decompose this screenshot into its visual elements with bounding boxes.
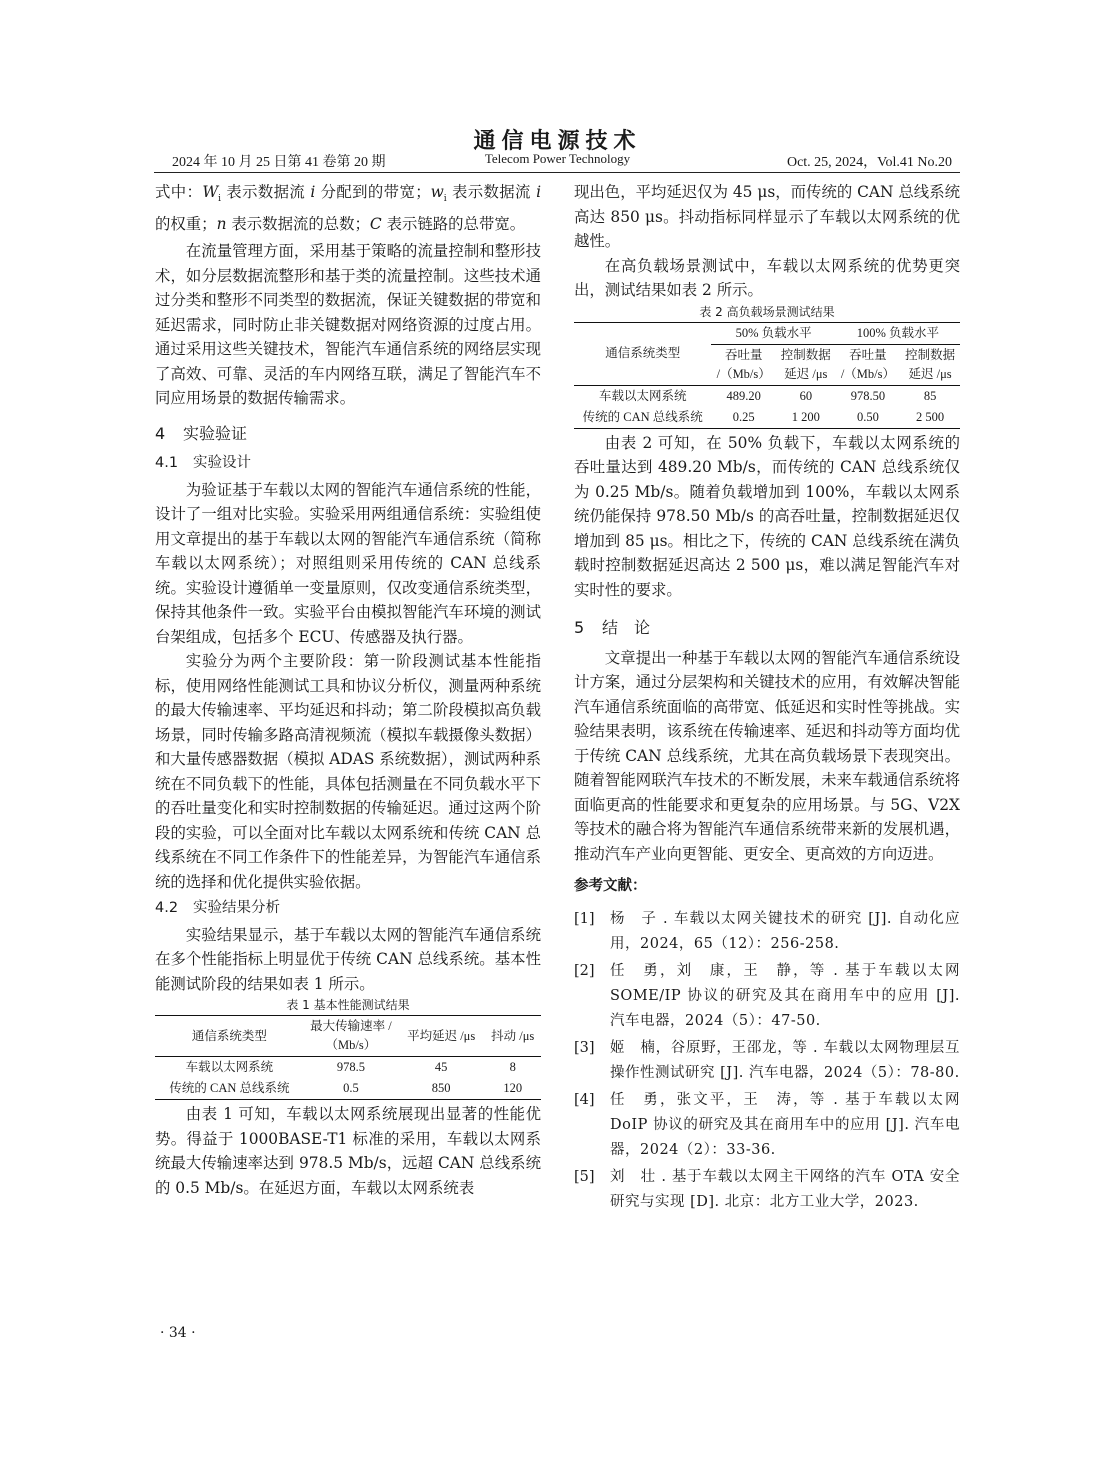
section-4-2-heading: 4.2 实验结果分析 bbox=[155, 900, 280, 917]
table-cell: 传统的 CAN 总线系统 bbox=[574, 407, 711, 429]
section-4-1-heading: 4.1 实验设计 bbox=[155, 455, 251, 472]
table-row bbox=[574, 407, 960, 429]
table-cell: 1 200 bbox=[776, 407, 836, 429]
paragraph-high-load-intro: 在高负载场景测试中，车载以太网系统的优势更突出，测试结果如表 2 所示。 bbox=[574, 256, 960, 299]
table-header-row bbox=[155, 1016, 541, 1057]
table-header-cell: 平均延迟 /μs bbox=[398, 1016, 485, 1057]
reference-item: [1] 杨 子 . 车载以太网关键技术的研究 [J]. 自动化应用，2024，65（12）：256-258. bbox=[574, 910, 960, 952]
table-cell: 传统的 CAN 总线系统 bbox=[155, 1078, 304, 1100]
table-cell: 978.50 bbox=[850, 388, 886, 403]
table-cell: 45 bbox=[398, 1057, 485, 1079]
paragraph-experiment-stages: 实验分为两个主要阶段：第一阶段测试基本性能指标，使用网络性能测试工具和协议分析仪，测量两种系统的最大传输速率、平均延迟和抖动；第二阶段模拟高负载场景，同时传输多路高清视频流（模拟车载摄像头数据）和大量传感器数据（模拟 ADAS 系统数据），测试两种系统在不同负载下的性能，具体包括测量在不同负载水平下的吞吐量变化和实时控制数据的传输延迟。通过这两个阶段的实验，可以全面对比车载以太网系统和传统 CAN 总线系统在不同工作条件下的性能差异，为智能汽车通信系统的选择和优化提供实验依据。 bbox=[155, 652, 541, 891]
issue-date-cn: 2024 年 10 月 25 日第 41 卷第 20 期 bbox=[172, 155, 386, 170]
table-cell: 60 bbox=[799, 388, 813, 403]
right-column bbox=[574, 180, 960, 1217]
table-cell: 0.5 bbox=[304, 1078, 398, 1100]
section-5-heading: 5 结 论 bbox=[574, 618, 651, 637]
journal-english-name: Telecom Power Technology bbox=[484, 151, 631, 166]
table-cell: 8 bbox=[484, 1057, 541, 1079]
journal-title: 通信电源技术 bbox=[473, 128, 642, 154]
references-list bbox=[574, 907, 960, 1215]
reference-item: [5] 刘 壮 . 基于车载以太网主干网络的汽车 OTA 安全研究与实现 [D]. 北京：北方工业大学，2023. bbox=[574, 1168, 960, 1210]
table-group-header: 100% 负载水平 bbox=[836, 322, 960, 344]
paragraph-conclusion: 文章提出一种基于车载以太网的智能汽车通信系统设计方案，通过分层架构和关键技术的应用，有效解决智能汽车通信系统面临的高带宽、低延迟和实时性等挑战。实验结果表明，该系统在传输速率、延迟和抖动等方面均优于传统 CAN 总线系统，尤其在高负载场景下表现突出。随着智能网联汽车技术的不断发展，未来车载通信系统将面临更高的性能要求和更复杂的应用场景。与 5G、V2X 等技术的融合将为智能汽车通信系统带来新的发展机遇，推动汽车产业向更智能、更安全、更高效的方向迈进。 bbox=[574, 648, 960, 863]
table-header-cell: 控制数据 延迟 /μs bbox=[776, 344, 836, 385]
table-cell: 85 bbox=[923, 388, 937, 403]
table-1-caption: 表 1 基本性能测试结果 bbox=[286, 998, 410, 1013]
paragraph-experiment-design: 为验证基于车载以太网的智能汽车通信系统的性能，设计了一组对比实验。实验采用两组通信系统：实验组使用文章提出的基于车载以太网的智能汽车通信系统（简称车载以太网系统）；对照组则采用传统的 CAN 总线系统。实验设计遵循单一变量原则，仅改变通信系统类型，保持其他条件一致。实验平台由模拟智能汽车环境的测试台架组成，包括多个 ECU、传感器及执行器。 bbox=[155, 480, 541, 646]
paragraph-results-intro: 实验结果显示，基于车载以太网的智能汽车通信系统在多个性能指标上明显优于传统 CAN 总线系统。基本性能测试阶段的结果如表 1 所示。 bbox=[155, 925, 541, 993]
formula-explanation: 式中：$W_i$ 表示数据流 i 分配到的带宽；$w_i$ 表示数据流 i 的权重；n 表示数据流的总数；C 表示链路的总带宽。 bbox=[155, 183, 541, 233]
reference-item: [4] 任 勇，张文平，王 涛，等 . 基于车载以太网 DoIP 协议的研究及其在商用车中的应用 [J]. 汽车电器，2024（2）：33-36. bbox=[574, 1091, 960, 1158]
table-cell: 978.5 bbox=[304, 1057, 398, 1079]
table-header-cell: 吞吐量 /（Mb/s） bbox=[836, 344, 900, 385]
table-header-cell: 通信系统类型 bbox=[155, 1016, 304, 1057]
paragraph-table-1-analysis: 由表 1 可知，车载以太网系统展现出显著的性能优势。得益于 1000BASE-T1 标准的采用，车载以太网系统最大传输速率达到 978.5 Mb/s，远超 CAN 总线系统的 0.5 Mb/s。在延迟方面，车载以太网系统表 bbox=[155, 1105, 541, 1197]
section-4-heading: 4 实验验证 bbox=[155, 423, 248, 443]
references-heading: 参考文献： bbox=[574, 878, 647, 894]
table-cell: 0.50 bbox=[836, 407, 900, 429]
issue-date-en: Oct. 25, 2024，Vol.41 No.20 bbox=[786, 155, 952, 170]
table-1 bbox=[155, 1015, 541, 1100]
table-row bbox=[574, 385, 960, 407]
table-header-cell: 控制数据 延迟 /μs bbox=[900, 344, 960, 385]
table-cell: 120 bbox=[484, 1078, 541, 1100]
header-rule bbox=[154, 172, 960, 173]
table-header-row bbox=[574, 322, 960, 344]
table-2 bbox=[574, 322, 960, 429]
table-header-cell: 抖动 /μs bbox=[484, 1016, 541, 1057]
table-row bbox=[155, 1057, 541, 1079]
table-cell: 车载以太网系统 bbox=[598, 388, 687, 403]
reference-item: [3] 姬 楠，谷原野，王邵龙，等 . 车载以太网物理层互操作性测试研究 [J]. 汽车电器，2024（5）：78-80. bbox=[574, 1039, 960, 1081]
table-header-cell: 通信系统类型 bbox=[574, 322, 711, 385]
table-cell: 489.20 bbox=[726, 388, 761, 403]
table-header-cell: 吞吐量 /（Mb/s） bbox=[711, 344, 775, 385]
table-cell: 0.25 bbox=[711, 407, 775, 429]
page-number: · 34 · bbox=[160, 1325, 196, 1341]
table-2-caption: 表 2 高负载场景测试结果 bbox=[699, 304, 835, 319]
table-header-cell: 最大传输速率 /（Mb/s） bbox=[304, 1016, 398, 1057]
paragraph-traffic-management: 在流量管理方面，采用基于策略的流量控制和整形技术，如分层数据流整形和基于类的流量控制。这些技术通过分类和整形不同类型的数据流，保证关键数据的带宽和延迟需求，同时防止非关键数据对网络资源的过度占用。通过采用这些关键技术，智能汽车通信系统的网络层实现了高效、可靠、灵活的车内网络互联，满足了智能汽车不同应用场景的数据传输需求。 bbox=[155, 242, 541, 408]
table-cell: 车载以太网系统 bbox=[155, 1057, 304, 1079]
paragraph-continuation: 现出色，平均延迟仅为 45 μs，而传统的 CAN 总线系统高达 850 μs。抖动指标同样显示了车载以太网系统的优越性。 bbox=[574, 183, 960, 250]
table-cell: 2 500 bbox=[900, 407, 960, 429]
reference-item: [2] 任 勇，刘 康，王 静，等 . 基于车载以太网 SOME/IP 协议的研究及其在商用车中的应用 [J]. 汽车电器，2024（5）：47-50. bbox=[574, 962, 960, 1029]
table-row bbox=[155, 1078, 541, 1100]
left-column bbox=[155, 180, 541, 1200]
paragraph-table-2-analysis: 由表 2 可知，在 50% 负载下，车载以太网系统的吞吐量达到 489.20 Mb/s，而传统的 CAN 总线系统仅为 0.25 Mb/s。随着负载增加到 100%，车载以太网系统仍能保持 978.50 Mb/s 的高吞吐量，控制数据延迟仅增加到 85 μs。相比之下，传统的 CAN 总线系统在满负载时控制数据延迟高达 2 500 μs，难以满足智能汽车对实时性的要求。 bbox=[574, 433, 960, 599]
table-group-header: 50% 负载水平 bbox=[711, 322, 835, 344]
table-cell: 850 bbox=[398, 1078, 485, 1100]
